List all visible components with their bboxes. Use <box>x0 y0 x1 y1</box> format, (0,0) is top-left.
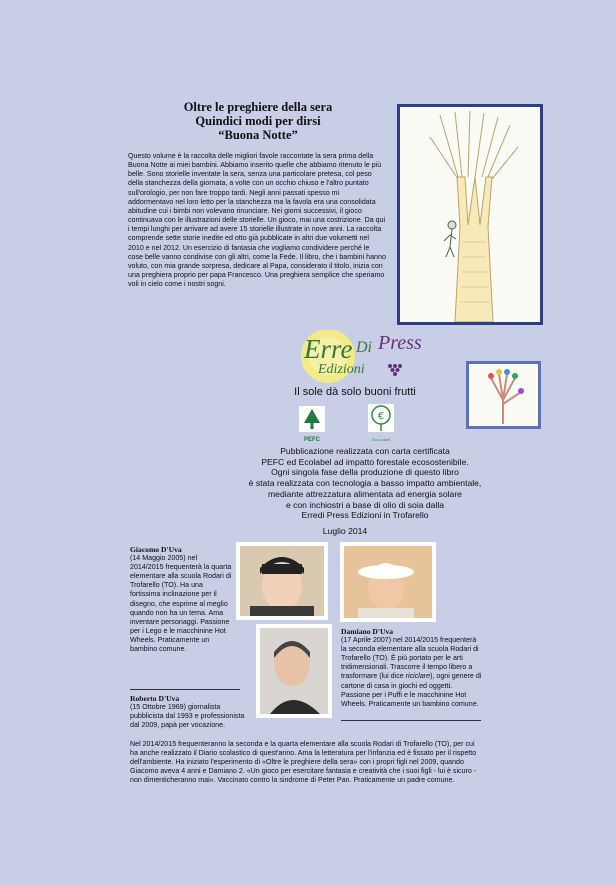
logo-di: Di <box>356 339 372 356</box>
bio-giacomo <box>130 545 232 654</box>
title-line-2: Quindici modi per dirsi <box>195 114 321 128</box>
photo-roberto <box>256 624 332 718</box>
author-name: Roberto D'Uva <box>130 694 180 703</box>
pub-line: e con inchiostri a base di olio di soia dalla <box>285 499 445 510</box>
divider <box>341 720 481 721</box>
pub-line: Pubblicazione realizzata con carta certificata <box>280 446 450 456</box>
author-bio-text: Nel 2014/2015 frequenteranno la seconda e la quarta elementare alla scuola Rodari di Trofarello (TO), per cui ha anche realizzato il Diario scolastico di quest'anno. Ama la letteratura per l'infanzia ed è fissato per il rispetto dell'ambiente. Ha iniziato l'esperimento di «Oltre le preghiere della sera» con i propri figli nel 2009, quando Giacomo aveva 4 anni e Damiano 2. «Un gioco per esercitare fantasia e creatività che i suoi figli - lui è sicuro - non dimenticheranno mai». Vaccinato contro la sindrome di Peter Pan. Praticamente un padre comune. <box>130 740 477 785</box>
author-bio-text: (14 Maggio 2005) nel 2014/2015 frequenterà la quarta elementare alla scuola Rodari di Trofarello (TO). Ha una fortissima inclinazione per il disegno, che esprime al meglio quando non ha un tema. Ama inventare personaggi. Passione per i Lego e le macchinine Hot Wheels. Praticamente un bambino comune. <box>130 554 232 654</box>
cover-illustration-frame <box>397 104 543 325</box>
boy-with-hat-icon <box>344 546 432 618</box>
publication-statement <box>200 446 530 521</box>
author-bio-text: (15 Ottobre 1969) giornalista pubblicista dal 1993 e professionista dal 2009, papà per vocazione. <box>130 703 245 730</box>
author-name: Giacomo D'Uva <box>130 545 182 554</box>
palm-drawing <box>400 107 540 322</box>
pub-line: Erredi Press Edizioni in Trofarello <box>301 510 429 521</box>
author-bio-text <box>341 636 483 709</box>
publication-date: Luglio 2014 <box>322 526 368 536</box>
book-title <box>128 100 388 142</box>
intro-text <box>128 152 386 289</box>
man-portrait-icon <box>260 628 328 714</box>
pefc-label: PEFC <box>303 437 320 443</box>
logo-press: Press <box>378 332 422 354</box>
publisher-slogan: Il sole dà solo buoni frutti <box>294 386 416 398</box>
ecolabel-logo <box>368 404 394 440</box>
flower-icon <box>368 404 394 432</box>
divider <box>130 689 240 690</box>
logo-erre: Erre <box>304 334 353 364</box>
hand-drawing <box>469 364 538 426</box>
intro-paragraph: Questo volume è la raccolta delle migliori favole raccontate la sera prima della Buona Notte ai miei bambini. Abbiamo inserito quelle che abbiamo ritenuto le più belle. Sono storielle inventate la sera, senza una particolare pretesa, col peso della stanchezza della giornata, a volte con un occhio chiuso e l'altro puntato sull'orologio, per non fare troppo tardi. Negli anni passati spesso mi addormentavo nel loro letto per la stanchezza ma la favola era una consolidata abitudine cui i bimbi non volevano rinunciare. Nei giorni successivi, il gioco continuava con le illustrazioni delle storielle. Un gioco, mai una costrizione. Da qui i tempi lunghi per arrivare ad avere 15 storielle illustrate in nove anni. La raccolta comprende sette storie inedite ed otto già pubblicate in altri due volumetti nel 2010 e nel 2012. Un esercizio di fantasia che vogliamo condividere perché le cose belle vanno condivise con gli altri, come la Fede. Il libro, che i bambini hanno voluto, con mia grande sorpresa, dedicare al Papa, considerato il titolo, inizia con una preghiera proprio per papa Francesco. Una preghiera semplice che speriamo voli in cielo come i nostri sogni. <box>128 152 386 289</box>
bio-roberto-head <box>130 694 252 730</box>
pub-line: PEFC ed Ecolabel ad impatto forestale ecosostenibile. <box>261 456 469 467</box>
svg-text:€: € <box>377 411 385 422</box>
ecolabel-label: Eco Label <box>372 437 390 442</box>
title-line-3: “Buona Notte” <box>218 128 298 142</box>
photo-giacomo <box>236 542 328 620</box>
tree-icon <box>299 406 325 432</box>
bio-text-part: ), ogni genere di cartone di casa in giochi ed oggetti. Passione per i Puffi e le macchinine Hot Wheels. Praticamente un bambino comune. <box>341 672 482 708</box>
bio-text-part: (17 Aprile 2007) nel 2014/2015 frequenterà la seconda elementare alla scuola Rodari di Trofarello (TO). È più portato per le arti tridimensionali. Trascorre il tempo libero a trasformare (lui dice <box>341 636 479 681</box>
pub-line: Ogni singola fase della produzione di questo libro <box>271 467 459 478</box>
author-name: Damiano D'Uva <box>341 627 394 636</box>
publisher-logo <box>298 330 430 384</box>
bio-text-italic: riciclare <box>405 672 431 681</box>
bio-roberto-rest <box>130 740 484 785</box>
boy-portrait-icon <box>240 546 324 616</box>
pub-line: mediante attrezzatura alimentata ad energia solare <box>268 488 462 499</box>
pefc-logo <box>299 406 325 443</box>
bio-damiano <box>341 627 483 709</box>
child-drawing-frame <box>466 361 541 429</box>
pub-line: è stata realizzata con tecnologia a basso impatto ambientale, <box>248 478 482 489</box>
title-line-1: Oltre le preghiere della sera <box>183 100 333 114</box>
logo-edizioni: Edizioni <box>318 362 365 377</box>
photo-damiano <box>340 542 436 622</box>
